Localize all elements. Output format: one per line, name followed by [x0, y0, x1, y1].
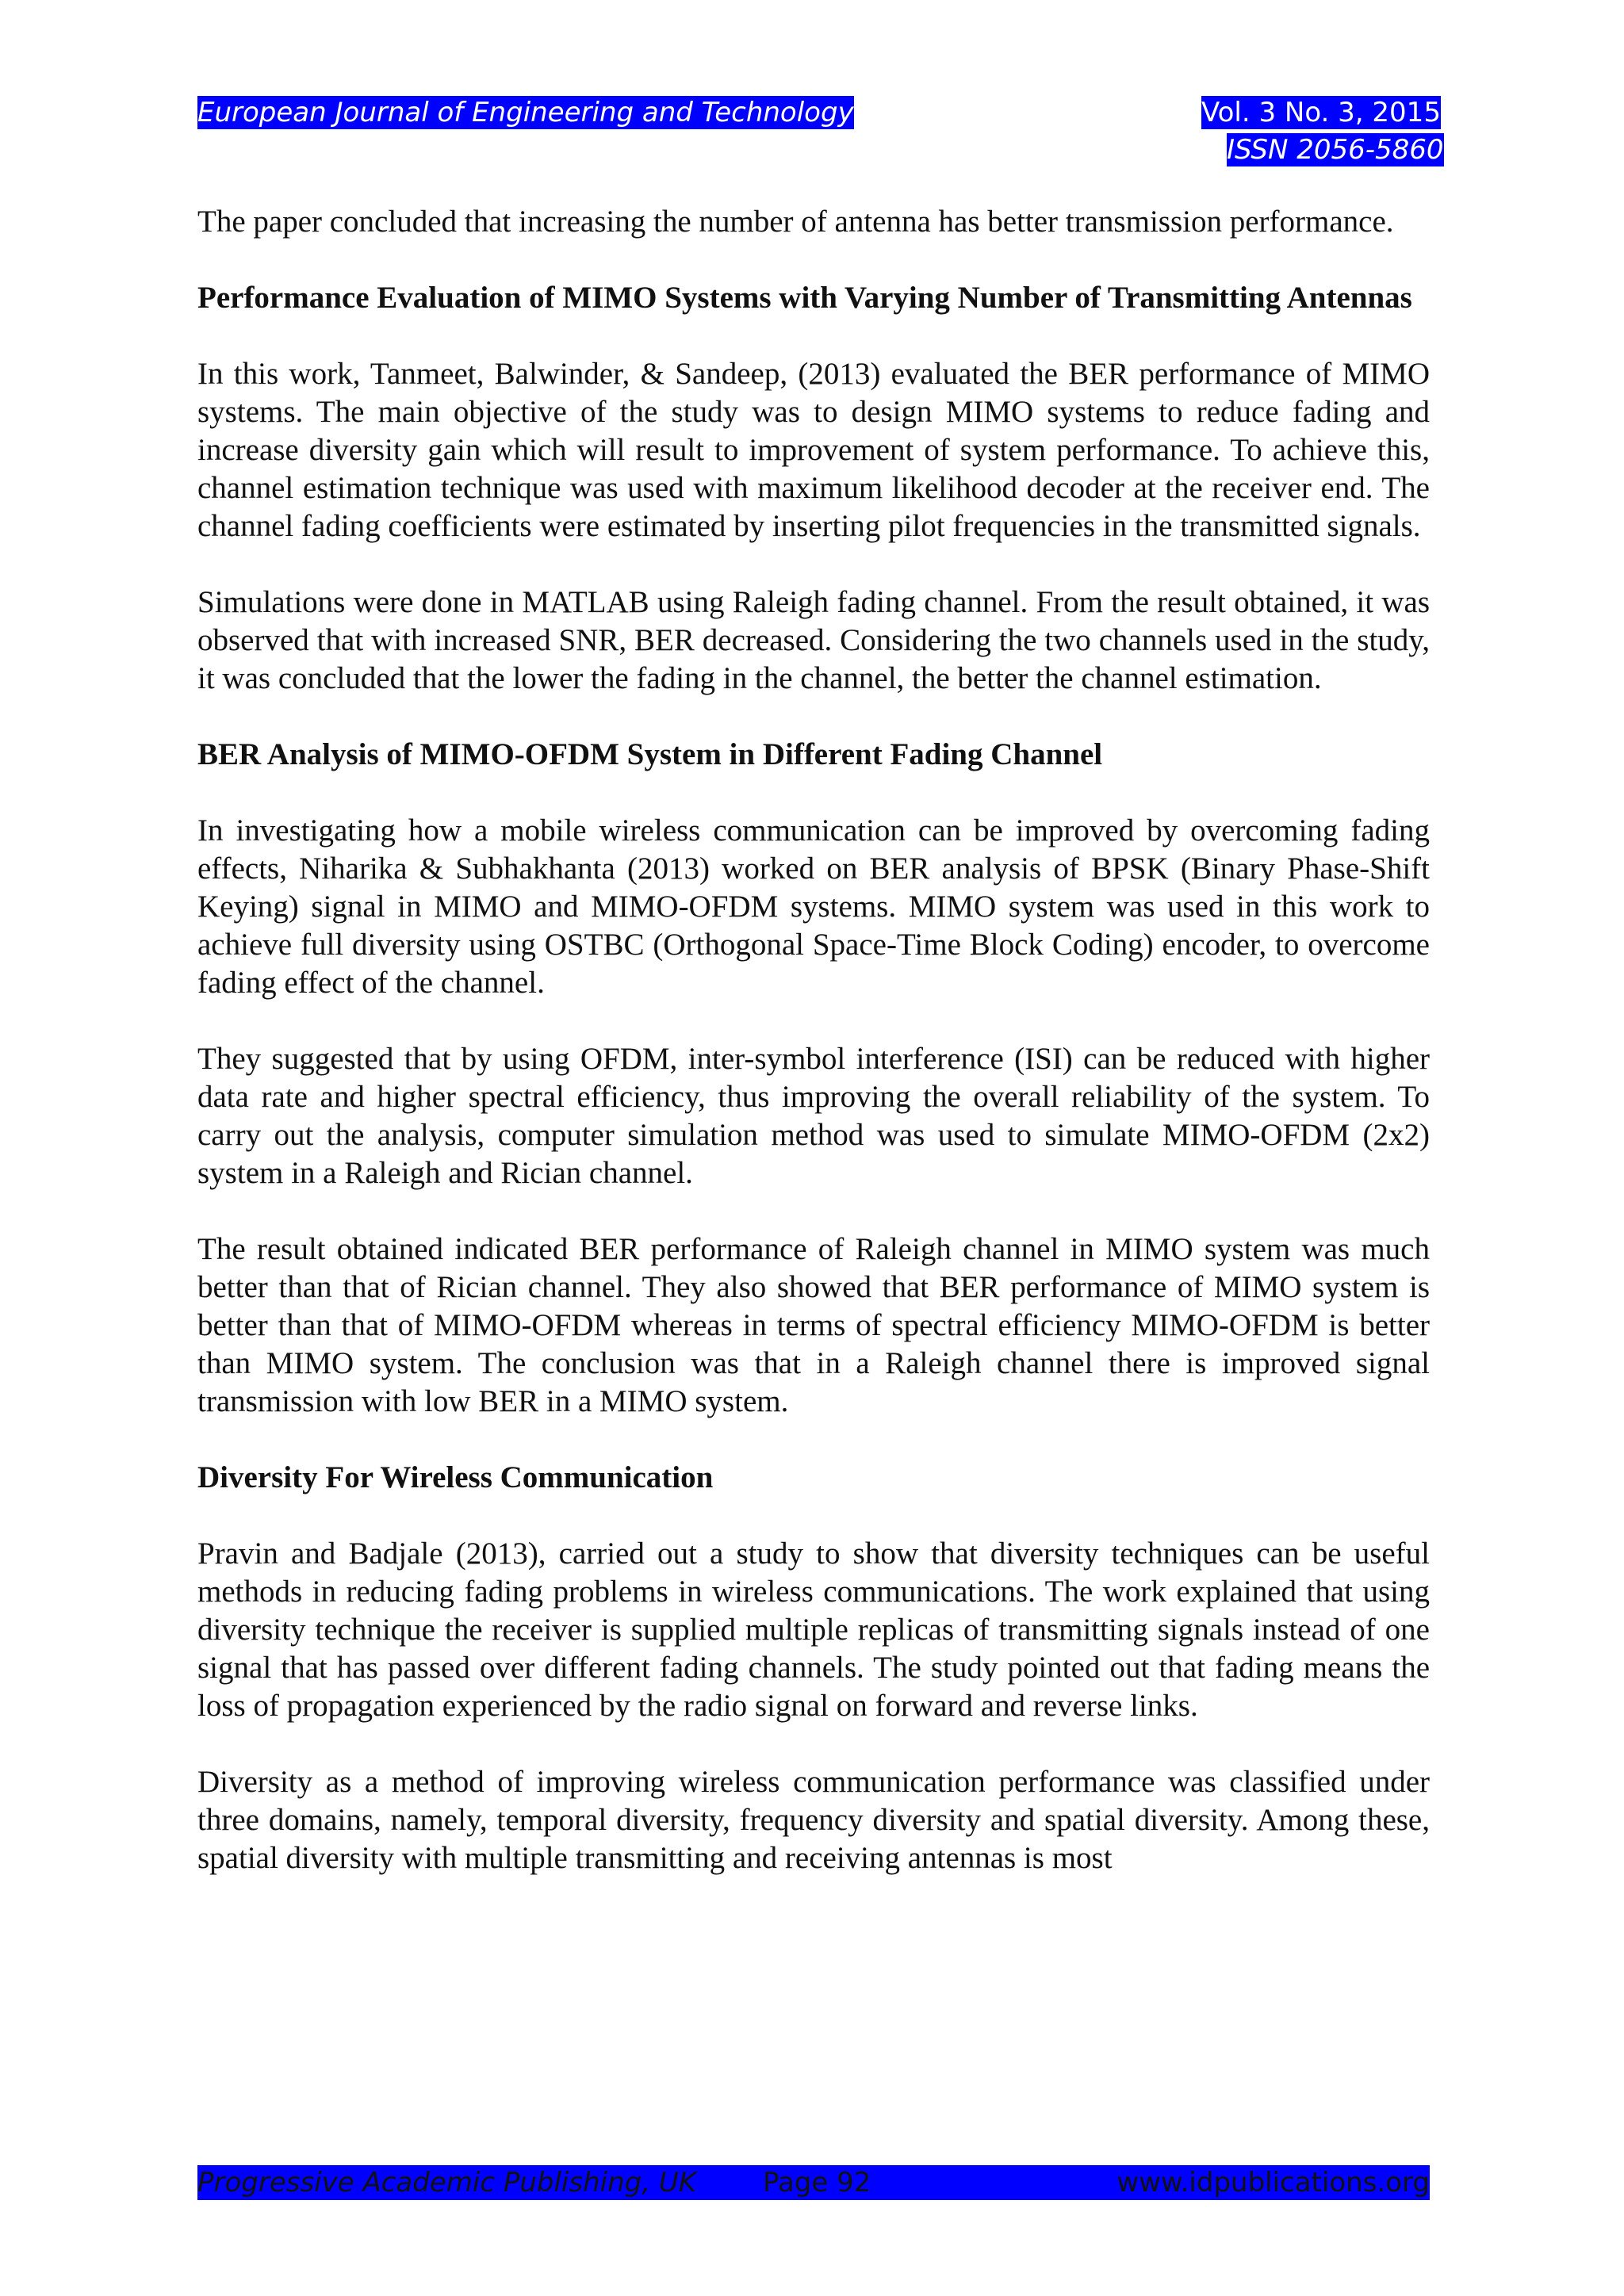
paragraph-5: They suggested that by using OFDM, inter-symbol interference (ISI) can be reduced with higher data rate and higher spectral efficiency, thus improving the overall reliability of the system. To carry out the analysis, computer simulation method was used to simulate MIMO-OFDM (2x2) system in a Raleigh and Rician channel. [197, 1042, 1430, 1190]
section-heading-mimo-transmitting-antennas: Performance Evaluation of MIMO Systems with Varying Number of Transmitting Antennas [197, 281, 1412, 315]
journal-name: European Journal of Engineering and Technology [197, 97, 854, 128]
paragraph-7: Pravin and Badjale (2013), carried out a study to show that diversity techniques can be useful methods in reducing fading problems in wireless communications. The work explained that using diversity technique the receiver is supplied multiple replicas of transmitting signals instead of one signal that has passed over different fading channels. The study pointed out that fading means the loss of propagation experienced by the radio signal on forward and reverse links. [197, 1536, 1430, 1723]
paragraph-6: The result obtained indicated BER performance of Raleigh channel in MIMO system was much better than that of Rician channel. They also showed that BER performance of MIMO system is better than that of MIMO-OFDM whereas in terms of spectral efficiency MIMO-OFDM is better than MIMO system. The conclusion was that in a Raleigh channel there is improved signal transmission with low BER in a MIMO system. [197, 1232, 1430, 1418]
paragraph-3: Simulations were done in MATLAB using Raleigh fading channel. From the result obtained, it was observed that with increased SNR, BER decreased. Considering the two channels used in the study, it was concluded that the lower the fading in the channel, the better the channel estimation. [197, 585, 1430, 695]
paragraph-8: Diversity as a method of improving wireless communication performance was classified under three domains, namely, temporal diversity, frequency diversity and spatial diversity. Among these, spatial diversity with multiple transmitting and receiving antennas is most [197, 1765, 1430, 1875]
article-body [197, 203, 1430, 1915]
section-heading-diversity: Diversity For Wireless Communication [197, 1460, 714, 1494]
paragraph-4: In investigating how a mobile wireless communication can be improved by overcoming fading effects, Niharika & Subhakhanta (2013) worked on BER analysis of BPSK (Binary Phase-Shift Keying) signal in MIMO and MIMO-OFDM systems. MIMO system was used in this work to achieve full diversity using OSTBC (Orthogonal Space-Time Block Coding) encoder, to overcome fading effect of the channel. [197, 813, 1430, 1000]
section-heading-ber-analysis: BER Analysis of MIMO-OFDM System in Different Fading Channel [197, 737, 1103, 771]
issn-number: ISSN 2056-5860 [1227, 134, 1444, 166]
page-footer [197, 2165, 1430, 2200]
page-number: Page 92 [763, 2167, 871, 2198]
website-link[interactable]: www.idpublications.org [1116, 2167, 1430, 2198]
paragraph-2: In this work, Tanmeet, Balwinder, & Sandeep, (2013) evaluated the BER performance of MIMO systems. The main objective of the study was to design MIMO systems to reduce fading and increase diversity gain which will result to improvement of system performance. To achieve this, channel estimation technique was used with maximum likelihood decoder at the receiver end. The channel fading coefficients were estimated by inserting pilot frequencies in the transmitted signals. [197, 357, 1430, 543]
paragraph-1: The paper concluded that increasing the number of antenna has better transmission performance. [197, 205, 1394, 239]
publisher-name: Progressive Academic Publishing, UK [197, 2167, 696, 2198]
volume-info: Vol. 3 No. 3, 2015 [1201, 97, 1441, 128]
